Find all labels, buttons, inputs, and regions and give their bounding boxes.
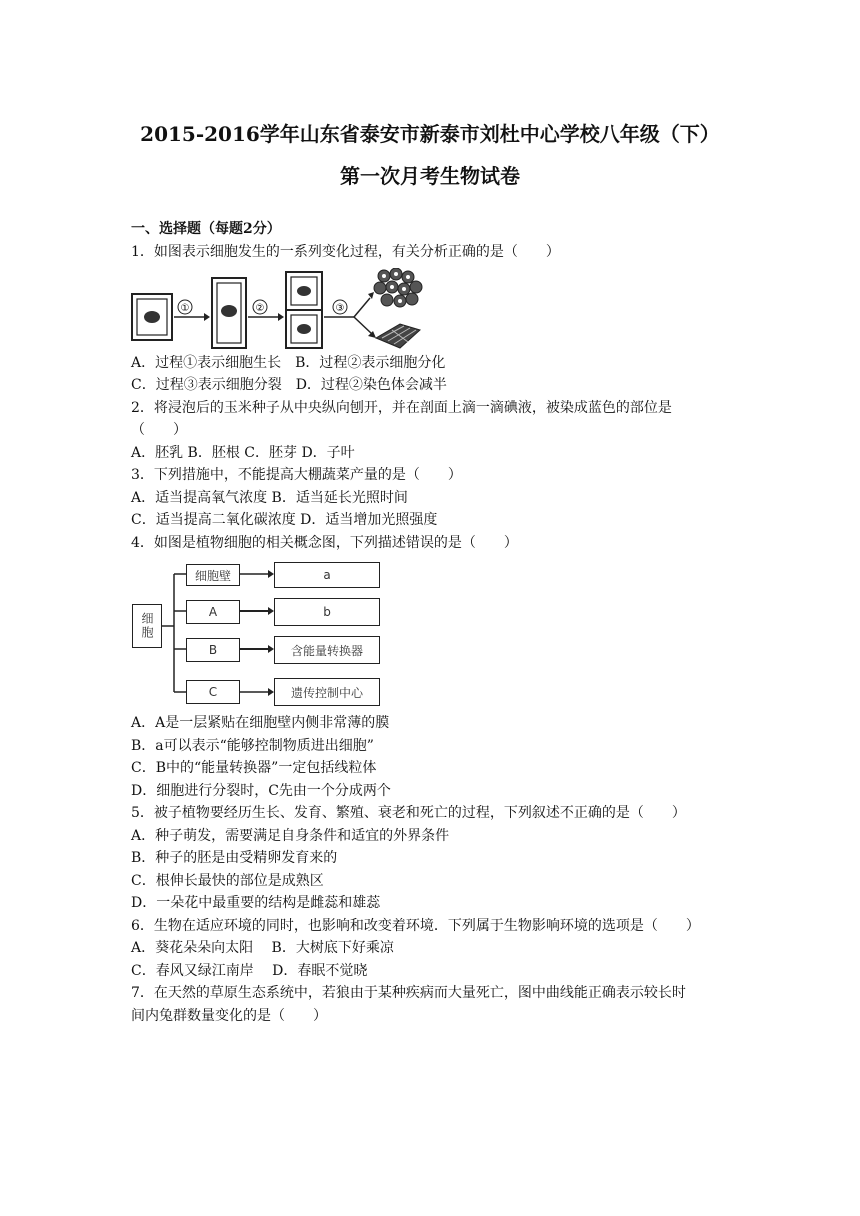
concept-genetic-center: 遗传控制中心 bbox=[274, 678, 380, 706]
concept-energy-converter: 含能量转换器 bbox=[274, 636, 380, 664]
title-line2: 第一次月考生物试卷 bbox=[340, 164, 520, 188]
q1-options-ab: A．过程①表示细胞生长 B．过程②表示细胞分化 bbox=[131, 355, 446, 371]
concept-root: 细胞 bbox=[132, 604, 162, 648]
q6-options-ab: A．葵花朵朵向太阳 B．大树底下好乘凉 bbox=[131, 940, 394, 956]
q3-options-cd: C．适当提高二氧化碳浓度 D．适当增加光照强度 bbox=[131, 512, 438, 528]
q5-option-d: D．一朵花中最重要的结构是雌蕊和雄蕊 bbox=[131, 895, 381, 911]
concept-small-a: a bbox=[274, 562, 380, 588]
section-heading: 一、选择题（每题2分） bbox=[131, 221, 281, 237]
concept-b: B bbox=[186, 638, 240, 662]
q3-options-ab: A．适当提高氧气浓度 B．适当延长光照时间 bbox=[131, 490, 408, 506]
title-line1: 2015-2016学年山东省泰安市新泰市刘杜中心学校八年级（下） bbox=[140, 122, 720, 146]
q2-stem: 2．将浸泡后的玉米种子从中央纵向刨开，并在剖面上滴一滴碘液，被染成蓝色的部位是 bbox=[131, 400, 672, 416]
q4-option-a: A．A是一层紧贴在细胞壁内侧非常薄的膜 bbox=[131, 715, 390, 731]
q1-options-cd: C．过程③表示细胞分裂 D．过程②染色体会减半 bbox=[131, 377, 447, 393]
q4-option-c: C．B中的“能量转换器”一定包括线粒体 bbox=[131, 760, 377, 776]
q3-stem: 3．下列措施中，不能提高大棚蔬菜产量的是（ ） bbox=[131, 467, 462, 483]
q1-stem: 1．如图表示细胞发生的一系列变化过程，有关分析正确的是（ ） bbox=[131, 244, 560, 260]
concept-cell-wall: 细胞壁 bbox=[186, 564, 240, 586]
cell-concept-diagram bbox=[130, 560, 390, 708]
q4-option-b: B．a可以表示“能够控制物质进出细胞” bbox=[131, 738, 374, 754]
concept-small-b: b bbox=[274, 598, 380, 626]
q6-stem: 6．生物在适应环境的同时，也影响和改变着环境．下列属于生物影响环境的选项是（ ） bbox=[131, 918, 700, 934]
cell-process-figure bbox=[130, 268, 430, 352]
svg-text:①: ① bbox=[180, 303, 190, 314]
q6-options-cd: C．春风又绿江南岸 D．春眠不觉晓 bbox=[131, 963, 368, 979]
q5-option-a: A．种子萌发，需要满足自身条件和适宜的外界条件 bbox=[131, 828, 450, 844]
svg-text:③: ③ bbox=[335, 303, 345, 314]
q4-option-d: D．细胞进行分裂时，C先由一个分成两个 bbox=[131, 783, 391, 799]
q7-stem: 7．在天然的草原生态系统中，若狼由于某种疾病而大量死亡，图中曲线能正确表示较长时 bbox=[131, 985, 686, 1001]
q4-stem: 4．如图是植物细胞的相关概念图，下列描述错误的是（ ） bbox=[131, 535, 518, 551]
q5-stem: 5．被子植物要经历生长、发育、繁殖、衰老和死亡的过程，下列叙述不正确的是（ ） bbox=[131, 805, 686, 821]
q5-option-c: C．根伸长最快的部位是成熟区 bbox=[131, 873, 324, 889]
q7-stem-cont: 间内兔群数量变化的是（ ） bbox=[131, 1008, 327, 1024]
concept-c: C bbox=[186, 680, 240, 704]
svg-text:②: ② bbox=[255, 303, 265, 314]
q5-option-b: B．种子的胚是由受精卵发育来的 bbox=[131, 850, 338, 866]
q2-options: A．胚乳 B．胚根 C．胚芽 D．子叶 bbox=[131, 445, 355, 461]
concept-a: A bbox=[186, 600, 240, 624]
q2-stem-cont: （ ） bbox=[131, 422, 187, 438]
